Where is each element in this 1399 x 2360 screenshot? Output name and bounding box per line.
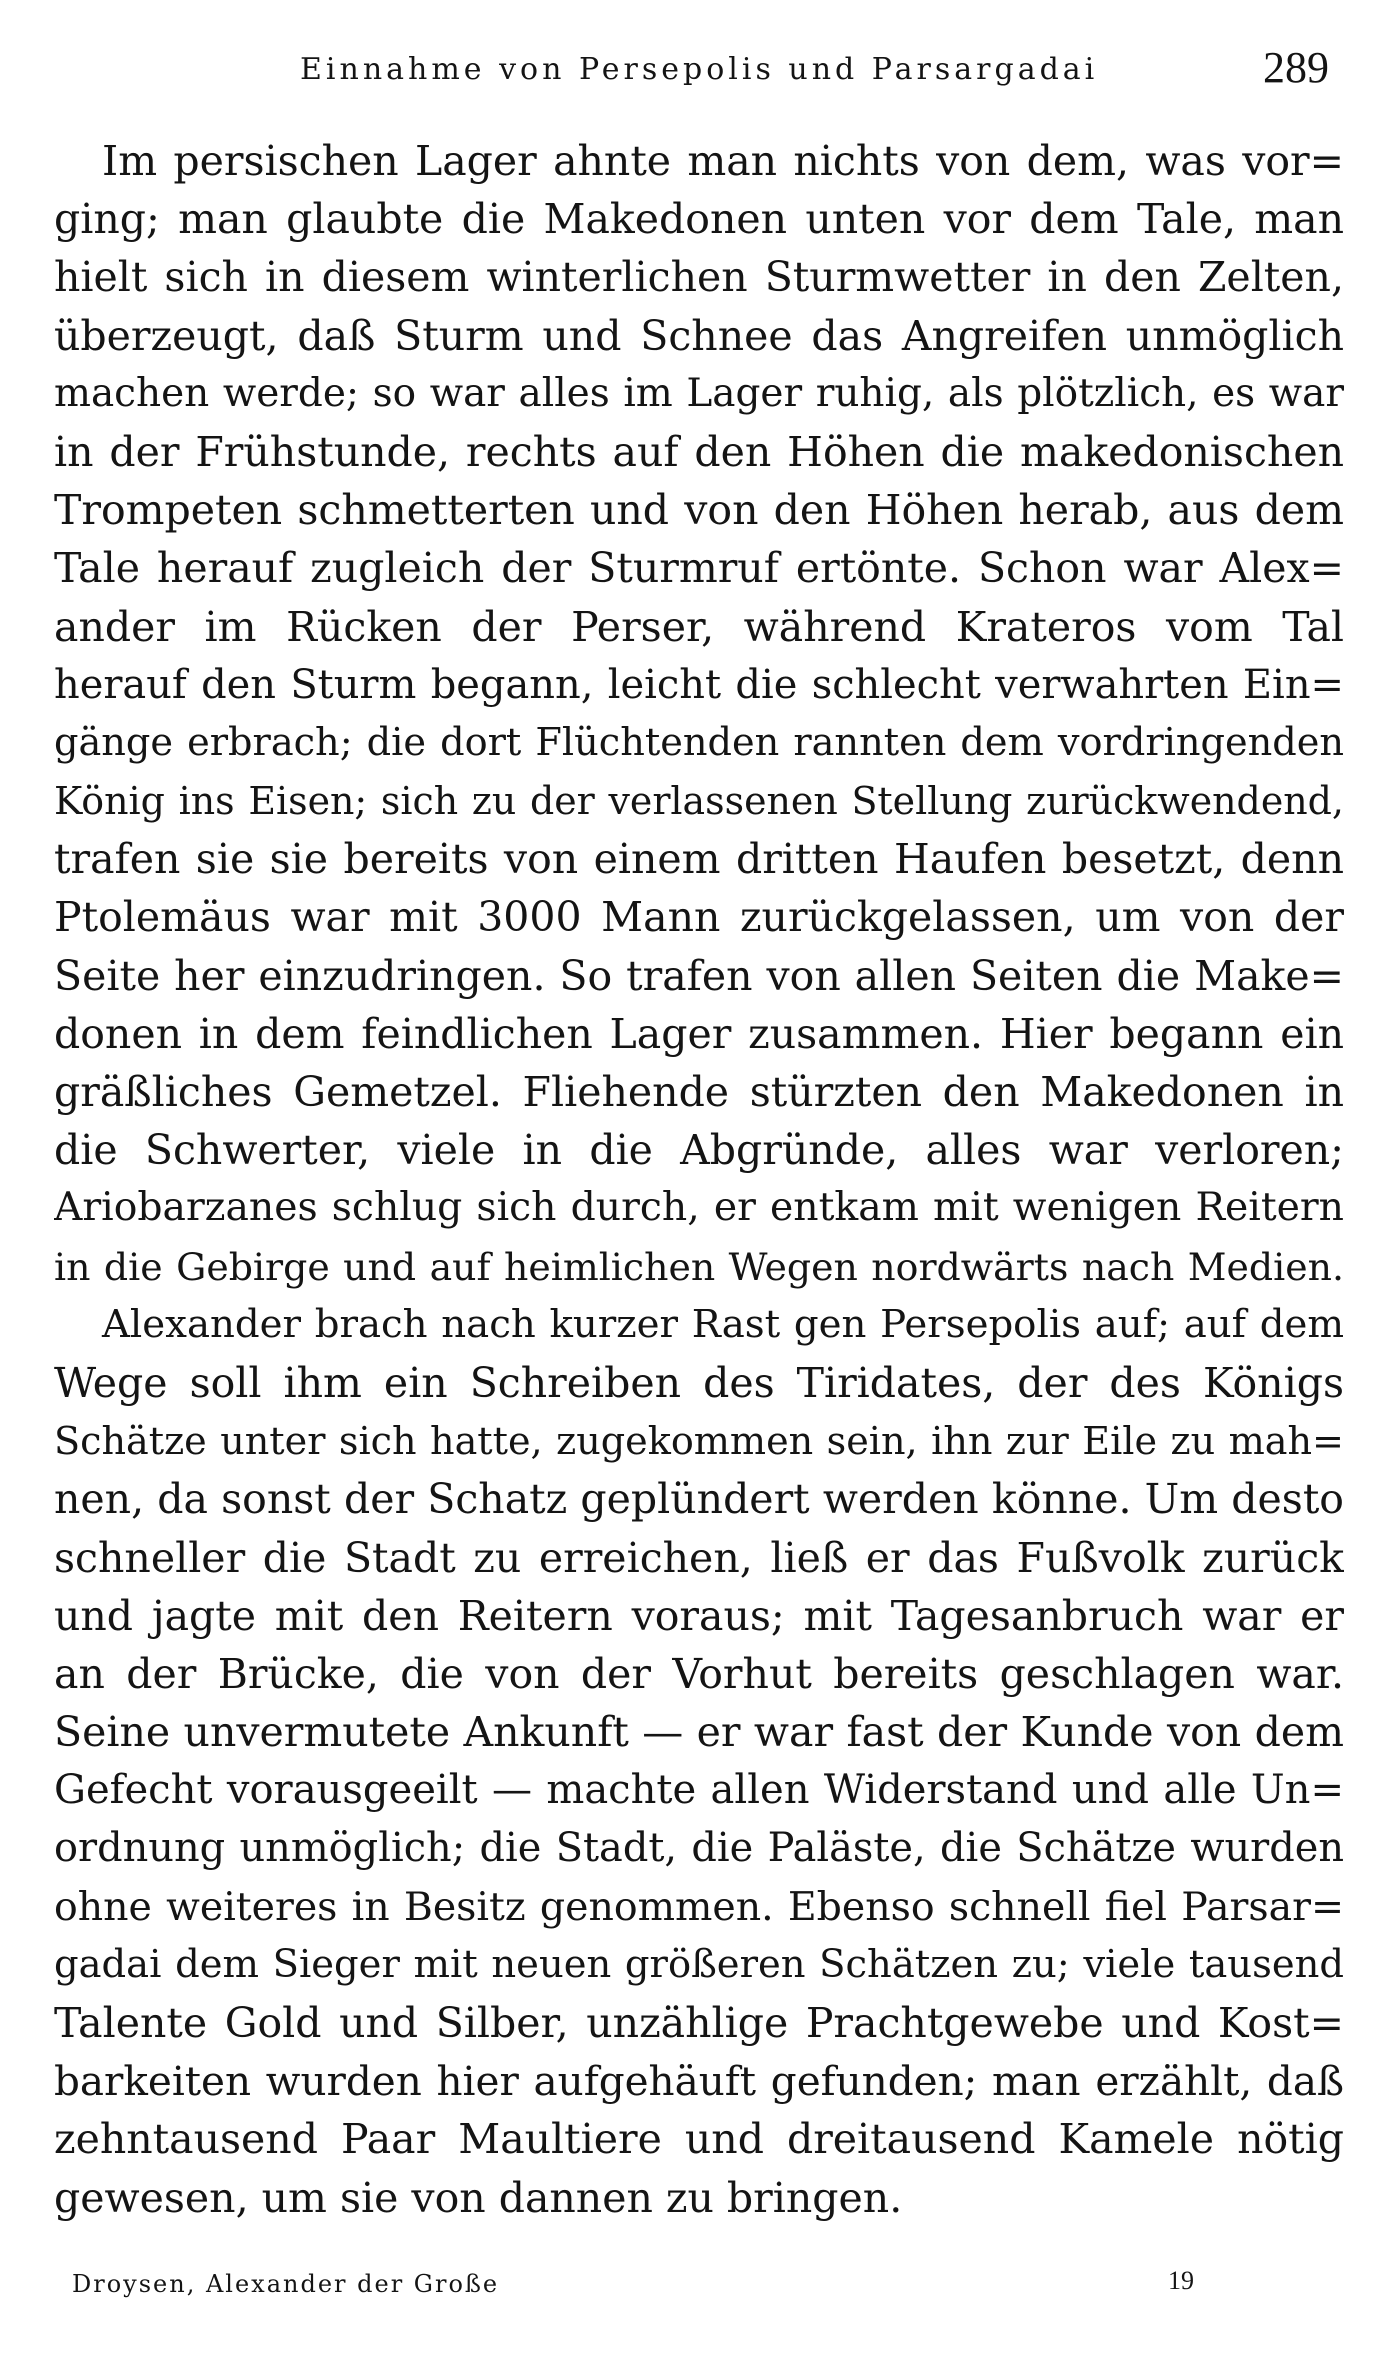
- text-line: Ptolemäus war mit 3000 Mann zurückgelassen, um von der: [54, 893, 1344, 942]
- text-line: Seite her einzudringen. So trafen von allen Seiten die Make=: [54, 951, 1344, 1000]
- text-line: Schätze unter sich hatte, zugekommen sein, ihn zur Eile zu mah=: [54, 1419, 1344, 1464]
- text-line: Trompeten schmetterten und von den Höhen herab, aus dem: [54, 486, 1344, 535]
- text-line: gewesen, um sie von dannen zu bringen.: [54, 2173, 903, 2222]
- text-line: ander im Rücken der Perser, während Krateros vom Tal: [54, 602, 1344, 651]
- text-line: in die Gebirge und auf heimlichen Wegen nordwärts nach Medien.: [54, 1244, 1344, 1289]
- text-line: Ariobarzanes schlug sich durch, er entkam mit wenigen Reitern: [54, 1185, 1344, 1231]
- text-line: in der Frühstunde, rechts auf den Höhen die makedonischen: [54, 427, 1344, 476]
- text-line: überzeugt, daß Sturm und Schnee das Angreifen unmöglich: [54, 311, 1344, 360]
- paragraph: [54, 1296, 1344, 2227]
- text-line: die Schwerter, viele in die Abgründe, alles war verloren;: [54, 1126, 1344, 1175]
- text-line: gänge erbrach; die dort Flüchtenden rannten dem vordringenden: [54, 719, 1344, 765]
- text-line: Talente Gold und Silber, unzählige Prachtgewebe und Kost=: [54, 1999, 1344, 2047]
- text-line: nen, da sonst der Schatz geplündert werden könne. Um desto: [54, 1475, 1344, 1524]
- text-line: trafen sie sie bereits von einem dritten Haufen besetzt, denn: [54, 835, 1344, 884]
- text-line: Im persischen Lager ahnte man nichts von dem, was vor=: [102, 137, 1344, 185]
- page-footer: [0, 2262, 1399, 2312]
- printer-signature: Droysen, Alexander der Große: [72, 2270, 500, 2298]
- text-line: Gefecht vorausgeeilt — machte allen Widerstand und alle Un=: [54, 1767, 1344, 1814]
- text-line: ging; man glaubte die Makedonen unten vor dem Tale, man: [54, 195, 1344, 244]
- text-line: an der Brücke, die von der Vorhut bereits geschlagen war.: [54, 1649, 1344, 1698]
- text-line: herauf den Sturm begann, leicht die schlecht verwahrten Ein=: [54, 661, 1344, 708]
- text-line: Seine unvermutete Ankunft — er war fast der Kunde von dem: [54, 1708, 1344, 1757]
- text-line: Alexander brach nach kurzer Rast gen Persepolis auf; auf dem: [102, 1301, 1344, 1347]
- text-line: machen werde; so war alles im Lager ruhig, als plötzlich, es war: [54, 370, 1344, 416]
- page-number: 289: [1263, 43, 1329, 92]
- text-line: gadai dem Sieger mit neuen größeren Schätzen zu; viele tausend: [54, 1941, 1344, 1987]
- text-line: zehntausend Paar Maultiere und dreitausend Kamele nötig: [54, 2115, 1344, 2164]
- text-line: hielt sich in diesem winterlichen Sturmwetter in den Zelten,: [54, 253, 1344, 302]
- paragraph: [54, 132, 1344, 1296]
- text-line: gräßliches Gemetzel. Fliehende stürzten den Makedonen in: [54, 1068, 1344, 1116]
- text-line: und jagte mit den Reitern voraus; mit Tagesanbruch war er: [54, 1591, 1344, 1640]
- text-line: Tale herauf zugleich der Sturmruf ertönte. Schon war Alex=: [54, 544, 1344, 593]
- text-line: ordnung unmöglich; die Stadt, die Paläste, die Schätze wurden: [54, 1825, 1344, 1872]
- text-line: Wege soll ihm ein Schreiben des Tiridates, der des Königs: [54, 1358, 1344, 1407]
- body-text: [54, 132, 1344, 2227]
- running-title: Einnahme von Persepolis und Parsargadai: [300, 52, 1099, 87]
- text-line: schneller die Stadt zu erreichen, ließ er das Fußvolk zurück: [54, 1533, 1344, 1582]
- signature-mark: 19: [1168, 2266, 1194, 2295]
- page-header: [0, 42, 1399, 112]
- text-line: ohne weiteres in Besitz genommen. Ebenso schnell fiel Parsar=: [54, 1883, 1344, 1930]
- text-line: barkeiten wurden hier aufgehäuft gefunden; man erzählt, daß: [54, 2057, 1344, 2106]
- text-line: König ins Eisen; sich zu der verlassenen Stellung zurückwendend,: [54, 779, 1344, 824]
- text-line: donen in dem feindlichen Lager zusammen. Hier begann ein: [54, 1009, 1344, 1058]
